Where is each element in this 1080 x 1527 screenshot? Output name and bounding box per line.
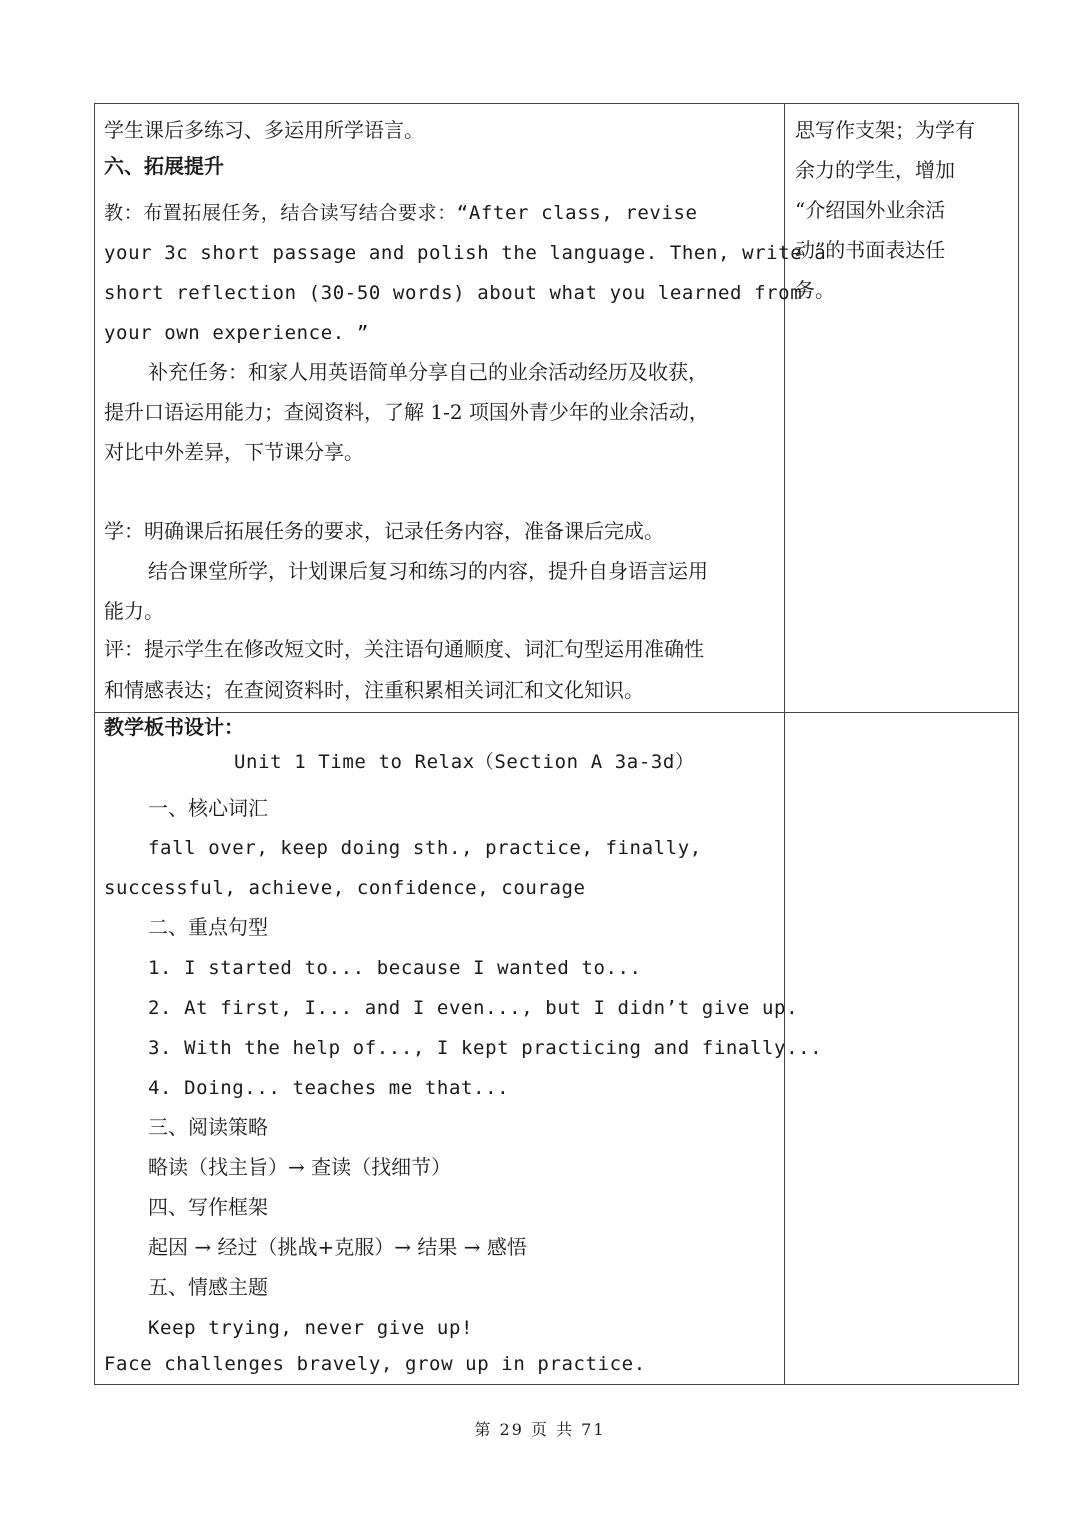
text-line: 能力。 (104, 599, 164, 623)
text-line: 对比中外差异，下节课分享。 (104, 440, 364, 464)
sentence-pattern: 4. Doing... teaches me that... (148, 1077, 510, 1099)
page-footer: 第 29 页 共 71 (474, 1420, 606, 1439)
framework-line: 起因 → 经过（挑战+克服）→ 结果 → 感悟 (148, 1235, 527, 1259)
text-line: 评：提示学生在修改短文时，关注语句通顺度、词汇句型运用准确性 (104, 637, 704, 661)
theme-line: Face challenges bravely, grow up in practice. (104, 1353, 646, 1375)
section-heading: 五、情感主题 (148, 1275, 268, 1299)
note-line: 动”的书面表达任 (795, 238, 946, 262)
vocab-line: fall over, keep doing sth., practice, finally, (148, 837, 702, 859)
text-line: 结合课堂所学，计划课后复习和练习的内容，提升自身语言运用 (148, 559, 708, 583)
text-line: your 3c short passage and polish the language. Then, write a (104, 242, 827, 264)
text-line: 和情感表达；在查阅资料时，注重积累相关词汇和文化知识。 (104, 678, 644, 702)
text-line: 提升口语运用能力；查阅资料，了解 1-2 项国外青少年的业余活动， (104, 400, 709, 424)
strategy-line: 略读（找主旨）→ 查读（找细节） (148, 1155, 452, 1179)
note-line: 余力的学生，增加 (795, 158, 955, 182)
section-heading: 三、阅读策略 (148, 1115, 268, 1139)
text-line: 学：明确课后拓展任务的要求，记录任务内容，准备课后完成。 (104, 519, 664, 543)
row-divider (95, 712, 1018, 713)
sentence-pattern: 3. With the help of..., I kept practicing and finally... (148, 1037, 823, 1059)
text-line: 补充任务：和家人用英语简单分享自己的业余活动经历及收获， (148, 360, 708, 384)
text-line: short reflection (30-50 words) about what you learned from (104, 282, 803, 304)
note-line: 思写作支架；为学有 (795, 118, 975, 142)
theme-line: Keep trying, never give up! (148, 1317, 474, 1339)
sentence-pattern: 1. I started to... because I wanted to... (148, 957, 642, 979)
section-heading: 二、重点句型 (148, 915, 268, 939)
sentence-pattern: 2. At first, I... and I even..., but I didn’t give up. (148, 997, 799, 1019)
unit-title: Unit 1 Time to Relax（Section A 3a-3d） (234, 751, 695, 773)
note-line: “介绍国外业余活 (795, 198, 946, 222)
text-line: your own experience. ” (104, 322, 369, 344)
text-line: 学生课后多练习、多运用所学语言。 (104, 118, 424, 142)
note-line: 务。 (795, 278, 835, 302)
section-heading: 四、写作框架 (148, 1195, 268, 1219)
section-heading: 六、拓展提升 (104, 154, 224, 178)
section-heading: 一、核心词汇 (148, 796, 268, 820)
vocab-line: successful, achieve, confidence, courage (104, 877, 586, 899)
board-design-heading: 教学板书设计： (104, 715, 244, 739)
text-line: 教：布置拓展任务，结合读写结合要求：“After class, revise (104, 202, 698, 224)
